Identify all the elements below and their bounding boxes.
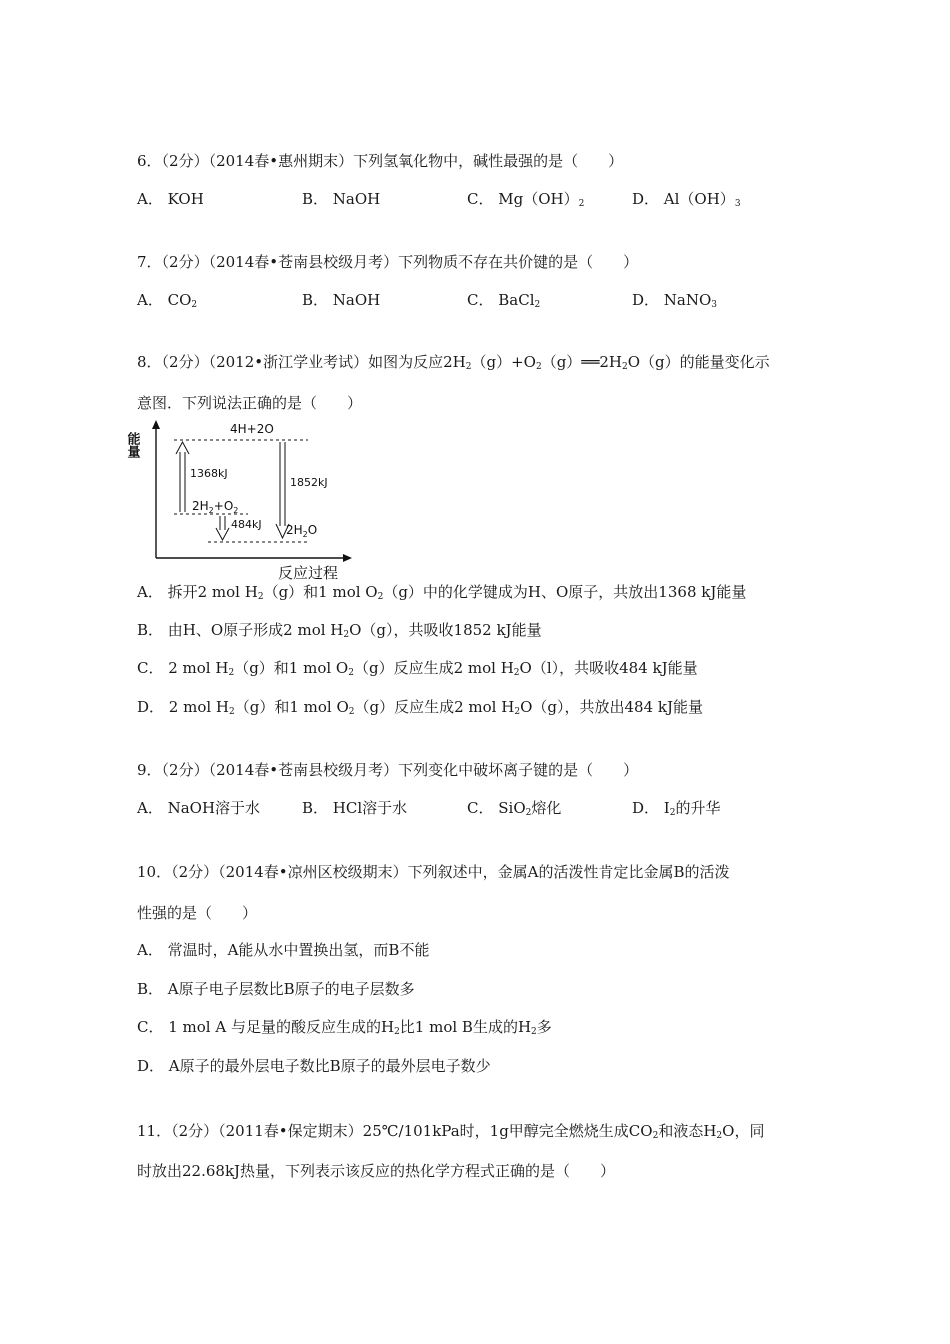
q8-option-d[interactable] [137,697,703,722]
q11-stem-line1 [137,1121,764,1146]
q8-stem-line1 [137,352,770,377]
q8-stem-sub: 2 [465,362,472,372]
q9-opt-part: 的升华 [675,799,721,817]
q9-opt-sub: 2 [669,808,676,818]
q8-opt-part: C． 2 mol H [137,659,229,677]
y-axis-label-char1: 能量 [124,432,140,458]
q9-opt-part: D． I [632,799,670,817]
q8-opt-sub: 2 [514,707,521,717]
q10-option-b[interactable]: B． A原子电子层数比B原子的电子层数多 [137,980,415,998]
q10-stem-line1: 10．（2分）（2014春•凉州区校级期末）下列叙述中，金属A的活泼性肯定比金属B的活泼 [137,863,730,881]
q11-stem-part: 和液态H [658,1122,717,1140]
q7-option-d-sub: 3 [711,300,718,310]
q8-opt-sub: 2 [257,592,264,602]
q11-stem-part: 11．（2分）（2011春•保定期末）25℃/101kPa时，1g甲醇完全燃烧生成CO [137,1122,653,1140]
q6-option-b[interactable]: B． NaOH [302,190,381,208]
q8-opt-sub: 2 [513,668,520,678]
q7-option-a-text: A． CO [137,291,192,309]
q9-opt-part: C． SiO [467,799,526,817]
q8-stem-sub: 2 [535,362,542,372]
q7-option-a[interactable] [137,290,197,315]
q6-option-c-text: C． Mg（OH） [467,190,579,208]
q10-stem-line2: 性强的是（ ） [137,904,258,922]
q6-option-a[interactable]: A． KOH [137,190,204,208]
q8-stem-part: 8．（2分）（2012•浙江学业考试）如图为反应2H [137,353,466,371]
q8-opt-part: （g）中的化学键成为H、O原子，共放出1368 kJ能量 [383,583,747,601]
q8-opt-part: （g）和1 mol O [234,698,349,716]
q11-stem-line2: 时放出22.68kJ热量，下列表示该反应的热化学方程式正确的是（ ） [137,1162,616,1180]
q9-option-b[interactable]: B． HCl溶于水 [302,799,408,817]
q10-option-d[interactable]: D． A原子的最外层电子数比B原子的最外层电子数少 [137,1057,491,1075]
top-level-label: 4H+2O [230,422,274,436]
arrow-up-label: 1368kJ [190,467,228,480]
q10-option-c[interactable] [137,1017,552,1042]
q6-option-c[interactable] [467,189,584,214]
q8-stem-line2: 意图．下列说法正确的是（ ） [137,394,363,412]
q8-opt-part: D． 2 mol H [137,698,230,716]
q7-stem: 7．（2分）（2014春•苍南县校级月考）下列物质不存在共价键的是（ ） [137,253,639,271]
q8-opt-part: A． 拆开2 mol H [137,583,258,601]
q9-option-d[interactable] [632,798,720,823]
q8-stem-part: （g）══2H [541,353,622,371]
q7-option-d[interactable] [632,290,717,315]
q10-option-a[interactable]: A． 常温时，A能从水中置换出氢，而B不能 [137,941,430,959]
q10-opt-sub: 2 [531,1027,537,1037]
q8-opt-sub: 2 [348,707,355,717]
q6-option-d-sub: 3 [734,199,741,209]
q10-opt-sub: 2 [394,1027,400,1037]
q8-stem-sub: 2 [621,362,628,372]
q7-option-c-text: C． BaCl [467,291,535,309]
q11-stem-sub: 2 [652,1131,659,1141]
q8-opt-part: O（l），共吸收484 kJ能量 [519,659,698,677]
q8-opt-part: O（g），共吸收1852 kJ能量 [349,621,542,639]
q7-option-b[interactable]: B． NaOH [302,291,381,309]
q8-option-b[interactable] [137,620,542,645]
bottom-level-label: $2H_2O$ [286,523,318,539]
q8-opt-part: （g）反应生成2 mol H [354,698,515,716]
q9-opt-part: 熔化 [531,799,562,817]
q8-opt-part: O（g），共放出484 kJ能量 [520,698,703,716]
q8-opt-part: （g）和1 mol O [234,659,349,677]
q10-opt-part: 比1 mol B生成的H [399,1018,532,1036]
q7-option-a-sub: 2 [191,300,198,310]
q8-option-c[interactable] [137,658,698,683]
arrow-down-label: 1852kJ [290,476,328,489]
y-axis-arrow [152,420,160,429]
q11-stem-part: O，同 [722,1122,765,1140]
q6-stem: 6．（2分）（2014春•惠州期末）下列氢氧化物中，碱性最强的是（ ） [137,152,624,170]
x-axis-arrow [343,554,352,562]
q6-option-c-sub: 2 [578,199,585,209]
q9-opt-sub: 2 [525,808,532,818]
q8-opt-sub: 2 [348,668,354,678]
q7-option-c[interactable] [467,290,540,315]
q8-stem-part: O（g）的能量变化示 [627,353,770,371]
arrow-down-484 [216,516,229,540]
q9-stem: 9．（2分）（2014春•苍南县校级月考）下列变化中破坏离子键的是（ ） [137,761,639,779]
q8-opt-sub: 2 [228,668,235,678]
q11-stem-sub: 2 [716,1131,723,1141]
q8-stem-part: （g）+O [471,353,536,371]
q8-opt-part: （g）和1 mol O [263,583,378,601]
arrow-small-label: 484kJ [231,518,262,531]
q9-option-c[interactable] [467,798,561,823]
q7-option-c-sub: 2 [534,300,541,310]
x-axis-label: 反应过程 [278,564,339,582]
q8-option-a[interactable] [137,582,746,607]
q10-opt-part: C． 1 mol A 与足量的酸反应生成的H [137,1018,395,1036]
q6-option-d[interactable] [632,189,741,214]
q8-opt-sub: 2 [377,592,384,602]
q7-option-d-text: D． NaNO [632,291,712,309]
q8-opt-part: B． 由H、O原子形成2 mol H [137,621,344,639]
q10-opt-part: 多 [536,1018,552,1036]
middle-level-label: $2H_2+O_2$ [192,499,239,515]
q8-opt-sub: 2 [343,630,350,640]
q8-opt-sub: 2 [229,707,235,717]
q9-option-a[interactable]: A． NaOH溶于水 [137,799,261,817]
q8-opt-part: （g）反应生成2 mol H [353,659,514,677]
energy-diagram [124,418,368,583]
arrow-up-1368 [176,442,189,512]
q6-option-d-text: D． Al（OH） [632,190,735,208]
